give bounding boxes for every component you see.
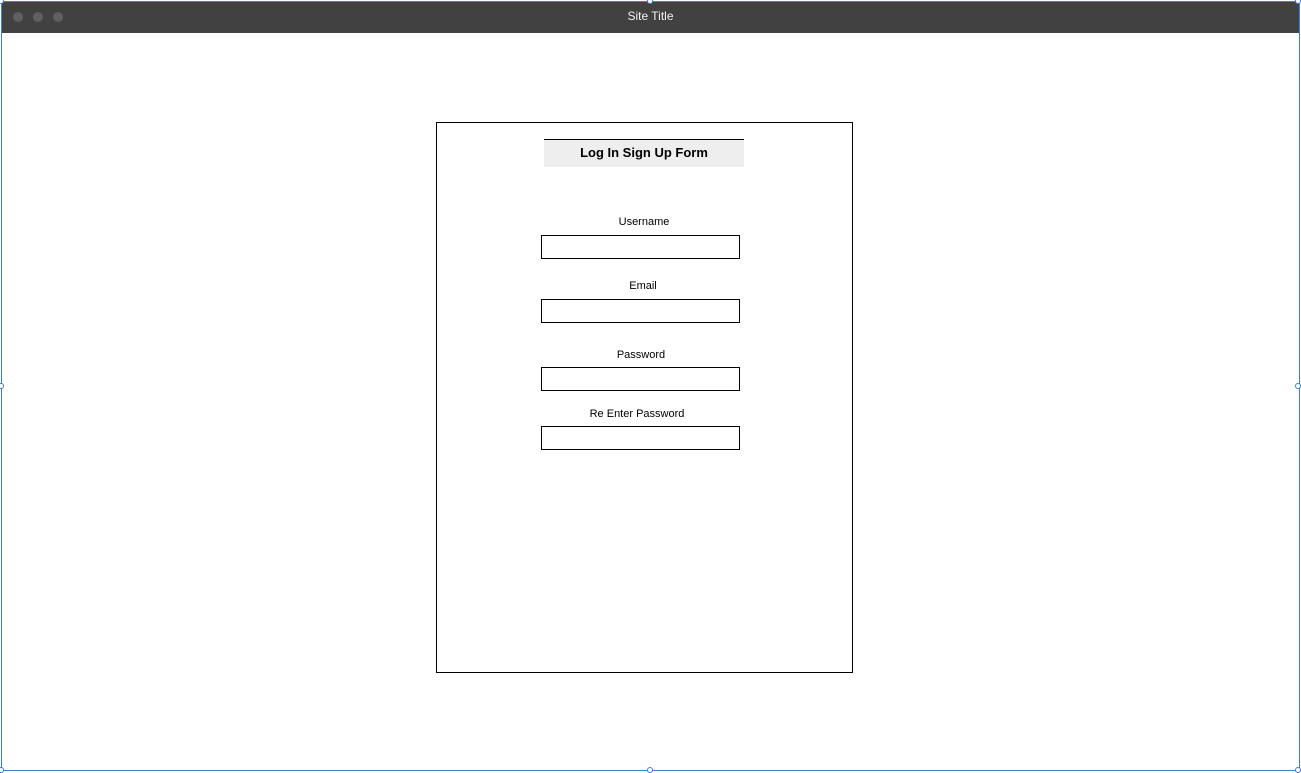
username-field[interactable] [541,235,740,259]
form-title: Log In Sign Up Form [544,139,744,167]
resize-handle-top-right[interactable] [1295,0,1301,4]
reenter-password-label: Re Enter Password [589,408,685,420]
resize-handle-bottom[interactable] [647,767,653,773]
email-field[interactable] [541,299,740,323]
signup-form-panel [436,122,853,673]
password-label: Password [616,349,666,361]
browser-window [1,1,1300,771]
resize-handle-right[interactable] [1295,383,1301,389]
email-label: Email [629,280,657,292]
window-titlebar [2,2,1299,33]
resize-handle-bottom-right[interactable] [1295,767,1301,773]
password-field[interactable] [541,367,740,391]
username-label: Username [618,216,670,228]
reenter-password-field[interactable] [541,426,740,450]
resize-handle-bottom-left[interactable] [0,767,4,773]
window-title: Site Title [627,9,674,23]
